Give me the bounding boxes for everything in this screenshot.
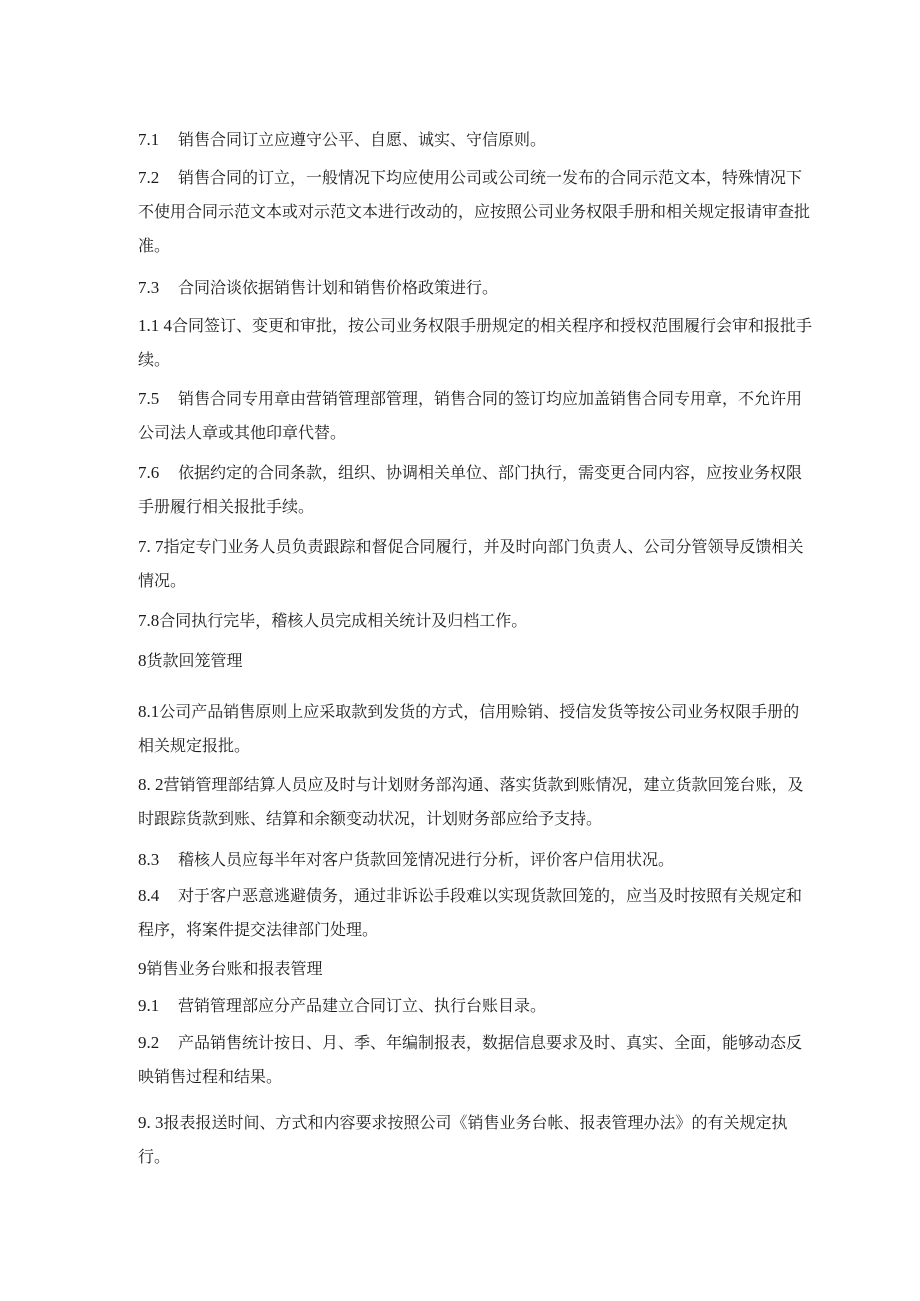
- clause-number: 1.1 4: [138, 316, 172, 335]
- clause-text: 合同签订、变更和审批，按公司业务权限手册规定的相关程序和授权范围履行会审和报批手: [172, 316, 813, 335]
- clause-number: 7.3: [138, 278, 160, 297]
- clause-number: 9.1: [138, 996, 160, 1015]
- clause-text: 不使用合同示范文本或对示范文本进行改动的，应按照公司业务权限手册和相关规定报请审查批: [138, 202, 811, 221]
- clause-7-2: [138, 161, 811, 263]
- clause-text: 程序，将案件提交法律部门处理。: [138, 920, 379, 939]
- clause-text: 销售合同专用章由营销管理部管理，销售合同的签订均应加盖销售合同专用章，不允许用: [178, 389, 803, 408]
- clause-number: 7.1: [138, 130, 160, 149]
- clause-text: 对于客户恶意逃避债务，通过非诉讼手段难以实现货款回笼的，应当及时按照有关规定和: [178, 886, 803, 905]
- section-9-heading: [138, 952, 323, 986]
- clause-text: 相关规定报批。: [138, 736, 251, 755]
- clause-text: 产品销售统计按日、月、季、年编制报表，数据信息要求及时、真实、全面，能够动态反: [178, 1033, 803, 1052]
- clause-text: 时跟踪货款到账、结算和余额变动状况，计划财务部应给予支持。: [138, 809, 603, 828]
- clause-number: 7. 7: [138, 537, 164, 556]
- clause-number: 8.1: [138, 702, 160, 721]
- clause-text: 映销售过程和结果。: [138, 1067, 283, 1086]
- clause-text: 公司产品销售原则上应采取款到发货的方式，信用赊销、授信发货等按公司业务权限手册的: [159, 702, 800, 721]
- clause-text: 报表报送时间、方式和内容要求按照公司《销售业务台帐、报表管理办法》的有关规定执: [163, 1113, 788, 1132]
- clause-number: 9. 3: [138, 1113, 164, 1132]
- clause-text: 销售合同订立应遵守公平、自愿、诚实、守信原则。: [178, 130, 547, 149]
- clause-8-4: [138, 879, 803, 947]
- section-number: 8: [138, 651, 147, 670]
- clause-text: 准。: [138, 236, 171, 255]
- clause-7-4: [138, 309, 813, 377]
- clause-text: 情况。: [138, 571, 187, 590]
- clause-8-2: [138, 768, 804, 836]
- clause-text: 合同洽谈依据销售计划和销售价格政策进行。: [178, 278, 499, 297]
- section-title: 货款回笼管理: [146, 651, 243, 670]
- clause-7-7: [138, 530, 804, 598]
- clause-text: 稽核人员应每半年对客户货款回笼情况进行分析，评价客户信用状况。: [178, 850, 675, 869]
- clause-number: 8.3: [138, 850, 160, 869]
- clause-number: 9.2: [138, 1033, 160, 1052]
- section-number: 9: [138, 959, 147, 978]
- clause-9-2: [138, 1026, 803, 1094]
- clause-text: 营销管理部应分产品建立合同订立、执行台账目录。: [178, 996, 547, 1015]
- clause-text: 续。: [138, 350, 171, 369]
- clause-text: 销售合同的订立，一般情况下均应使用公司或公司统一发布的合同示范文本，特殊情况下: [178, 168, 803, 187]
- clause-9-3: [138, 1106, 788, 1174]
- clause-text: 营销管理部结算人员应及时与计划财务部沟通、落实货款到账情况，建立货款回笼台账，及: [163, 775, 804, 794]
- clause-text: 手册履行相关报批手续。: [138, 497, 315, 516]
- section-8-heading: [138, 644, 243, 678]
- clause-8-3: [138, 843, 784, 877]
- clause-number: 8.4: [138, 886, 160, 905]
- clause-7-1: [138, 123, 784, 157]
- clause-7-6: [138, 456, 803, 524]
- section-title: 销售业务台账和报表管理: [146, 959, 323, 978]
- clause-number: 7.6: [138, 463, 160, 482]
- clause-number: 7.5: [138, 389, 160, 408]
- clause-text: 公司法人章或其他印章代替。: [138, 423, 347, 442]
- clause-7-5: [138, 382, 803, 450]
- clause-text: 指定专门业务人员负责跟踪和督促合同履行，并及时向部门负责人、公司分管领导反馈相关: [163, 537, 804, 556]
- clause-text: 行。: [138, 1147, 171, 1166]
- clause-text: 合同执行完毕，稽核人员完成相关统计及归档工作。: [159, 611, 528, 630]
- clause-7-8: [138, 604, 784, 638]
- clause-9-1: [138, 989, 784, 1023]
- clause-number: 7.8: [138, 611, 160, 630]
- clause-number: 7.2: [138, 168, 160, 187]
- clause-text: 依据约定的合同条款，组织、协调相关单位、部门执行，需变更合同内容，应按业务权限: [178, 463, 803, 482]
- clause-8-1: [138, 695, 800, 763]
- clause-number: 8. 2: [138, 775, 164, 794]
- clause-7-3: [138, 271, 784, 305]
